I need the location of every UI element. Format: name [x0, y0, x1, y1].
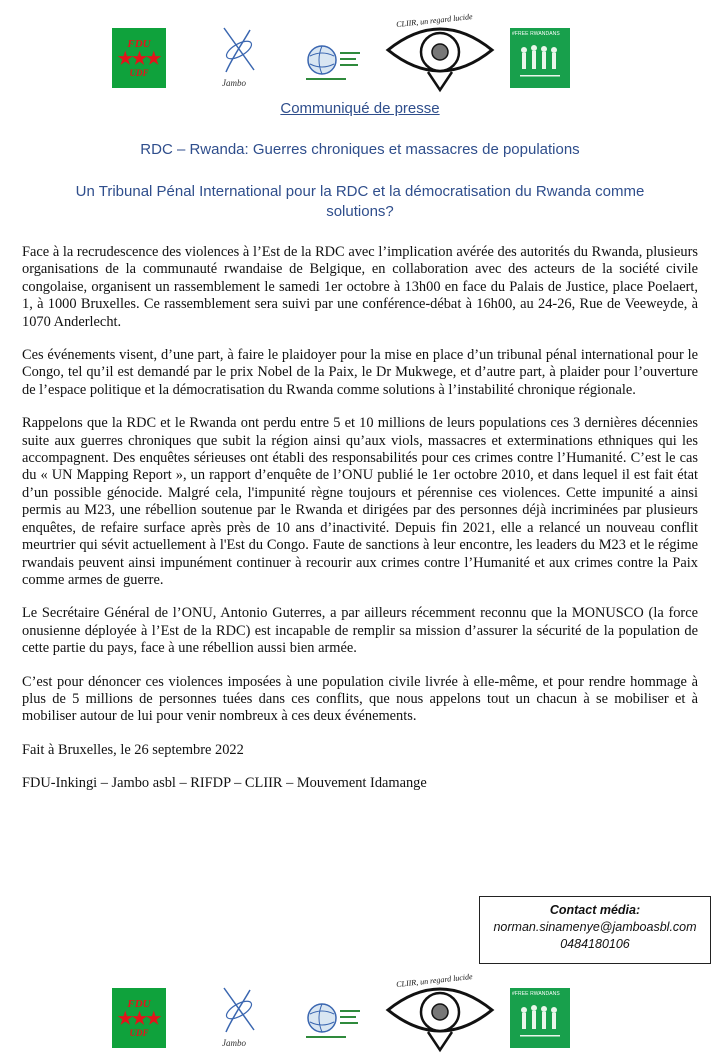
place-date: Fait à Bruxelles, le 26 septembre 2022 — [22, 741, 244, 758]
people-group-icon — [510, 988, 570, 1048]
fdu-udf-logo — [112, 28, 166, 88]
jambo-logo-text: Jambo — [222, 1038, 246, 1048]
rifdp-logo-footer — [296, 988, 366, 1048]
cliir-logo-text: CLIIR, un regard lucide — [395, 12, 473, 29]
media-contact-box — [479, 896, 711, 964]
cliir-logo-text: CLIIR, un regard lucide — [395, 972, 473, 989]
fdu-logo-text: FDU — [127, 998, 151, 1010]
paragraph-3: Rappelons que la RDC et le Rwanda ont perdu entre 5 et 10 millions de leurs populations ces 3 dernières décennies suite aux guerres chroniques que subit la région ainsi qu’aux viols, massacres et exterminations ethniques qui les accompagnent. Des enquêtes sérieuses ont établi des responsabilités pour ces crimes contre l’Humanité. C’est le cas du « UN Mapping Report », un rapport d’enquête de l’ONU publié le 1er octobre 2010, et dans lequel il est fait état d’un possible génocide. Malgré cela, l'impunité règne toujours et pérennise ces violences. Cette impunité a ainsi permis au M23, une rébellion soutenue par le Rwanda et dirigées par des personnes déjà incriminées par plusieurs enquêtes, de refaire surface après près de 10 ans d’inactivité. Depuis fin 2021, elle a relancé un nouveau conflit meurtrier qui sévit actuellement à l'Est du Congo. Faute de sanctions à leur encontre, les leaders du M23 et le régime rwandais peuvent ainsi impunément continuer à recourir aux crimes contre l’Humanité et aux crimes contre la Paix comme armes de guerre. — [22, 415, 698, 588]
contact-heading: Contact média: — [549, 903, 641, 917]
jambo-logo — [214, 24, 264, 88]
footer-logo-row — [0, 968, 720, 1052]
fdu-udf-logo-footer — [112, 988, 166, 1048]
paragraph-2: Ces événements visent, d’une part, à faire le plaidoyer pour la mise en place d’un tribunal pénal international pour le Congo, tel qu’il est demandé par le prix Nobel de la Paix, le Dr Mukwege, et d’autre part, à plaider pour l’ouverture de l’espace politique et la démocratisation du Rwanda comme solutions à l’instabilité chronique régionale. — [22, 347, 698, 398]
signatories: FDU-Inkingi – Jambo asbl – RIFDP – CLIIR – Mouvement Idamange — [22, 775, 427, 792]
subtitle: RDC – Rwanda: Guerres chroniques et massacres de populations — [140, 141, 580, 158]
jambo-emblem-icon — [214, 984, 264, 1036]
paragraph-4: Le Secrétaire Général de l’ONU, Antonio Guterres, a par ailleurs récemment reconnu que la MONUSCO (la force onusienne déployée à l’Est de la RDC) est incapable de remplir sa mission d’assurer la sécurité de la population de cette partie du pays, face à une rébellion aussi bien armée. — [22, 605, 698, 657]
idamange-logo-footer — [510, 988, 570, 1048]
cliir-logo — [384, 14, 496, 94]
people-group-icon — [510, 28, 570, 88]
jambo-emblem-icon — [214, 24, 264, 76]
idamange-logo — [510, 28, 570, 88]
fdu-logo-text: FDU — [127, 38, 151, 50]
contact-email[interactable]: norman.sinamenye@jamboasbl.com — [493, 920, 697, 934]
udf-logo-text: UDF — [129, 68, 149, 78]
idamange-logo-text: #FREE RWANDANS — [512, 991, 560, 997]
cliir-logo-footer — [384, 974, 496, 1054]
rifdp-logo — [296, 30, 366, 90]
idamange-logo-text: #FREE RWANDANS — [512, 31, 560, 37]
headline: Un Tribunal Pénal International pour la RDC et la démocratisation du Rwanda comme solutions? — [75, 183, 645, 220]
paragraph-5: C’est pour dénoncer ces violences imposées à une population civile livrée à elle-même, et pour rendre hommage à plus de 5 millions de personnes tuées dans ces conflits, que nous appelons tout un chacun à se mobiliser et à mobiliser autour de lui pour venir nombreux à ces deux événements. — [22, 673, 698, 725]
header-logo-row — [0, 12, 720, 96]
fdu-logo-stars: ★★★ — [117, 1009, 161, 1028]
paragraph-1: Face à la recrudescence des violences à l’Est de la RDC avec l’implication avérée des autorités du Rwanda, plusieurs organisations de la communauté rwandaise de Belgique, en collaboration avec des acteurs de la société civile congolaise, organisent un rassemblement le samedi 1er octobre à 13h00 en face du Palais de Justice, place Poelaert, 1, à 1000 Bruxelles. Ce rassemblement sera suivi par une conférence-débat à 16h00, au 24-26, Rue de Veeweyde, à 1070 Anderlecht. — [22, 244, 698, 330]
udf-logo-text: UDF — [129, 1028, 149, 1038]
globe-icon — [296, 30, 366, 90]
press-release-body — [22, 100, 698, 809]
jambo-logo-footer — [214, 984, 264, 1048]
press-release-label: Communiqué de presse — [280, 100, 440, 117]
contact-phone: 0484180106 — [560, 937, 630, 951]
jambo-logo-text: Jambo — [222, 78, 246, 88]
globe-icon — [296, 988, 366, 1048]
fdu-logo-stars: ★★★ — [117, 49, 161, 68]
